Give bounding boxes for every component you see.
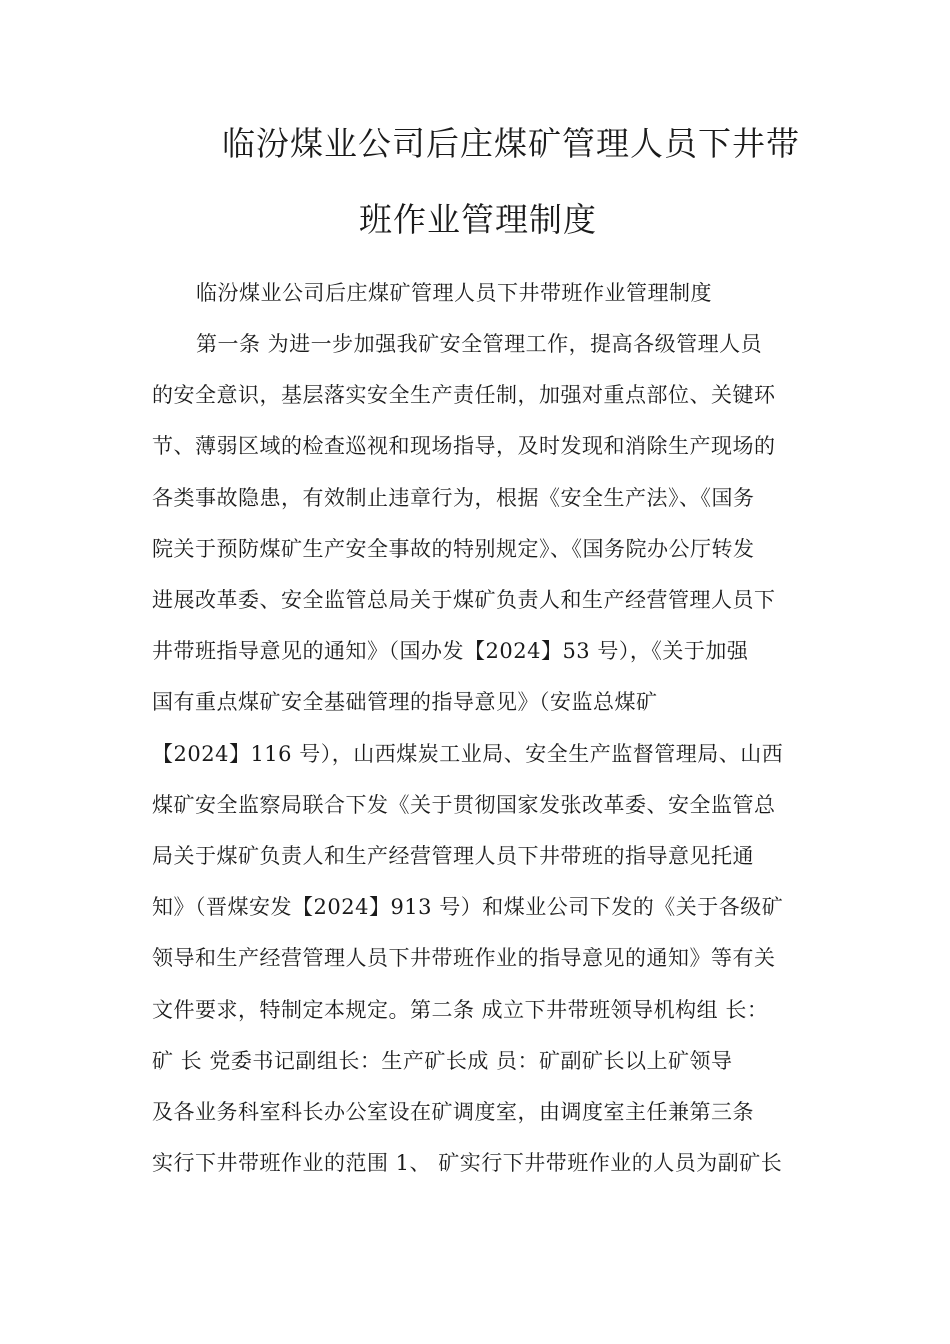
body-line: 井带班指导意见的通知》（国办发【2024】53 号），《关于加强 [152, 639, 749, 663]
body-line: 国有重点煤矿安全基础管理的指导意见》（安监总煤矿 [152, 690, 658, 714]
body-line: 知》（晋煤安发【2024】913 号）和煤业公司下发的《关于各级矿 [152, 895, 784, 919]
body-line: 局关于煤矿负责人和生产经营管理人员下井带班的指导意见托通 [152, 844, 754, 868]
body-line: 及各业务科室科长办公室设在矿调度室，由调度室主任兼第三条 [152, 1100, 754, 1124]
body-line: 进展改革委、安全监管总局关于煤矿负责人和生产经营管理人员下 [152, 588, 776, 612]
body-line: 【2024】116 号），山西煤炭工业局、安全生产监督管理局、山西 [152, 742, 784, 766]
body-line: 文件要求，特制定本规定。第二条 成立下井带班领导机构组 长： [152, 998, 769, 1022]
body-line: 院关于预防煤矿生产安全事故的特别规定》、《国务院办公厅转发 [152, 537, 755, 561]
document-title-line-1: 临汾煤业公司后庄煤矿管理人员下井带 [222, 124, 800, 163]
body-line: 领导和生产经营管理人员下井带班作业的指导意见的通知》等有关 [152, 946, 776, 970]
body-line: 第一条 为进一步加强我矿安全管理工作，提高各级管理人员 [196, 332, 763, 356]
document-title-line-2: 班作业管理制度 [359, 200, 597, 239]
body-line: 节、薄弱区域的检查巡视和现场指导，及时发现和消除生产现场的 [152, 434, 776, 458]
body-line: 的安全意识，基层落实安全生产责任制，加强对重点部位、关键环 [152, 383, 776, 407]
body-line: 实行下井带班作业的范围 1、 矿实行下井带班作业的人员为副矿长 [152, 1151, 783, 1175]
body-line: 矿 长 党委书记副组长：生产矿长成 员：矿副矿长以上矿领导 [152, 1049, 733, 1073]
body-line: 临汾煤业公司后庄煤矿管理人员下井带班作业管理制度 [196, 281, 712, 305]
body-line: 煤矿安全监察局联合下发《关于贯彻国家发张改革委、安全监管总 [152, 793, 776, 817]
body-line: 各类事故隐患，有效制止违章行为，根据《安全生产法》、《国务 [152, 486, 755, 510]
